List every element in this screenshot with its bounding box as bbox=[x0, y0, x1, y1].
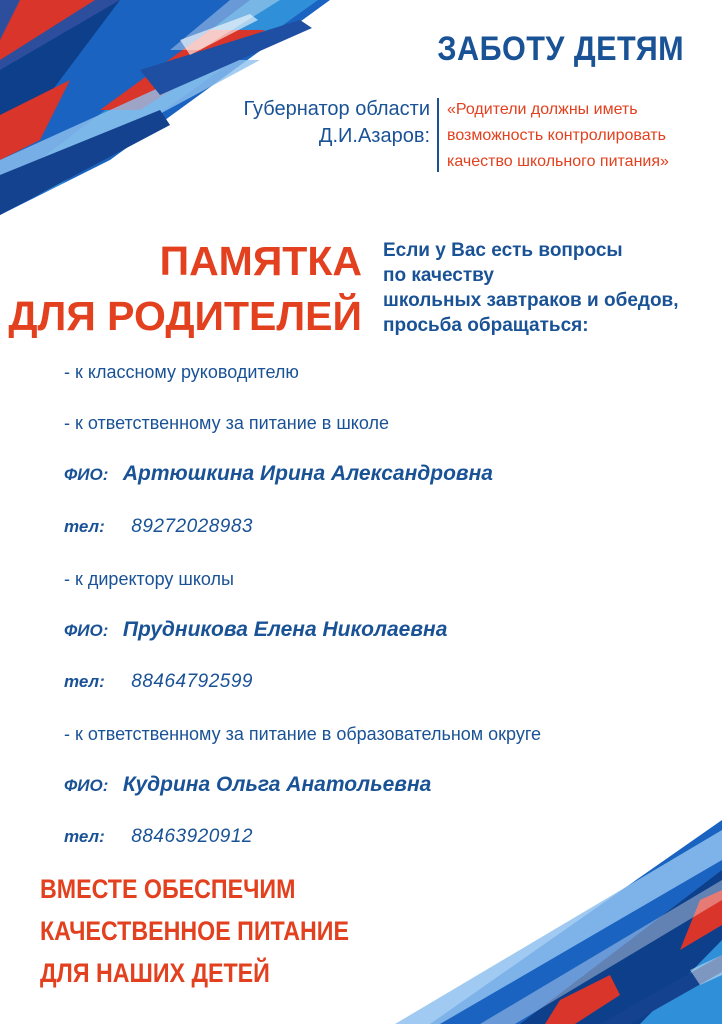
intro-line-1: Если у Вас есть вопросы bbox=[383, 240, 623, 261]
governor-attribution bbox=[244, 96, 430, 150]
contact-district-food: - к ответственному за питание в образовательном округе bbox=[64, 724, 542, 744]
quote-line-3: качество школьного питания» bbox=[447, 153, 669, 170]
tel-row-district-food bbox=[64, 826, 253, 848]
contact-class-teacher: - к классному руководителю bbox=[64, 362, 299, 382]
tel-number: 88463920912 bbox=[131, 826, 253, 847]
tel-label: тел: bbox=[64, 827, 105, 846]
main-heading-line-2: ДЛЯ РОДИТЕЛЕЙ bbox=[8, 293, 362, 339]
contact-school-food: - к ответственному за питание в школе bbox=[64, 413, 389, 433]
intro-line-4: просьба обращаться: bbox=[383, 315, 589, 336]
governor-name: Д.И.Азаров: bbox=[318, 125, 430, 147]
governor-title: Губернатор области bbox=[243, 98, 430, 120]
fio-name: Прудникова Елена Николаевна bbox=[122, 618, 448, 641]
footer-line-1: ВМЕСТЕ ОБЕСПЕЧИМ bbox=[40, 874, 296, 904]
fio-label: ФИО: bbox=[64, 621, 109, 640]
fio-name: Кудрина Ольга Анатольевна bbox=[122, 773, 432, 796]
tel-number: 88464792599 bbox=[131, 671, 253, 692]
fio-label: ФИО: bbox=[64, 776, 109, 795]
tel-row-director bbox=[64, 671, 253, 693]
tel-row-school-food bbox=[64, 516, 253, 538]
fio-row-district-food bbox=[64, 773, 431, 797]
contact-director: - к директору школы bbox=[64, 569, 234, 589]
intro-line-2: по качеству bbox=[383, 265, 494, 286]
tel-label: тел: bbox=[64, 517, 105, 536]
intro-text bbox=[383, 238, 679, 338]
governor-quote bbox=[447, 97, 669, 175]
tel-number: 89272028983 bbox=[131, 516, 253, 537]
fio-label: ФИО: bbox=[64, 465, 109, 484]
intro-line-3: школьных завтраков и обедов, bbox=[383, 290, 679, 311]
fio-name: Артюшкина Ирина Александровна bbox=[122, 462, 493, 485]
footer-line-2: КАЧЕСТВЕННОЕ ПИТАНИЕ bbox=[40, 916, 349, 946]
tel-label: тел: bbox=[64, 672, 105, 691]
quote-line-2: возможность контролировать bbox=[447, 127, 666, 144]
footer-line-3: ДЛЯ НАШИХ ДЕТЕЙ bbox=[40, 958, 270, 988]
fio-row-school-food bbox=[64, 462, 493, 486]
quote-divider bbox=[437, 98, 439, 172]
main-heading-line-1: ПАМЯТКА bbox=[159, 238, 362, 284]
main-heading bbox=[8, 234, 362, 344]
footer-slogan bbox=[40, 868, 349, 994]
quote-line-1: «Родители должны иметь bbox=[447, 101, 638, 118]
header-title: ЗАБОТУ ДЕТЯМ bbox=[437, 30, 684, 68]
fio-row-director bbox=[64, 618, 447, 642]
